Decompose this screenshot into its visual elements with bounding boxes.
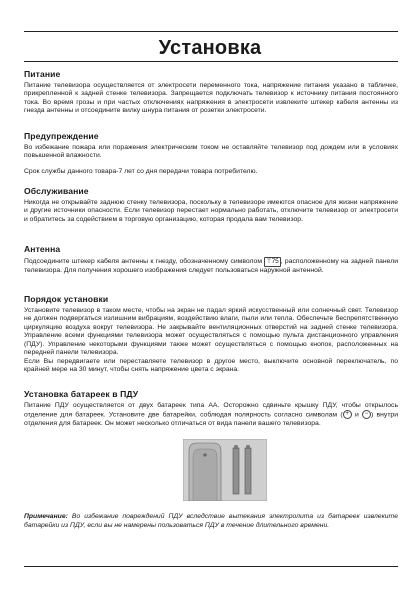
service-heading: Обслуживание (24, 186, 89, 196)
batteries-text (24, 402, 398, 429)
antenna-text-before: Подсоедините штекер кабеля антенны к гнезду, обозначенному символом (24, 258, 262, 265)
warnings-heading: Предупреждение (24, 131, 99, 141)
page-title: Установка (158, 37, 262, 59)
bottom-rule (24, 566, 398, 567)
note-text: Во избежание повреждений ПДУ вследствие вытекания электролита из батареек извлеките батарейки из ПДУ, если вы не намерены пользоваться ПДУ в течение длительного времени. (24, 513, 398, 529)
batteries-and: и (354, 411, 359, 419)
install-order-heading: Порядок установки (24, 294, 109, 304)
batteries-text-after: ) внутри отделения для батареек. Он может несколько отличаться от вида панели вашего телевизора. (24, 411, 399, 428)
battery-2-icon (245, 446, 251, 495)
remote-battery-illustration (183, 439, 267, 501)
warnings-text: Во избежание пожара или поражения электрическим током не оставляйте телевизор под дождем или в условиях повышенной влажности. (24, 144, 398, 160)
batteries-text-before: Питание ПДУ осуществляется от двух батареек типа AA. Осторожно сдвиньте крышку ПДУ, чтобы открылось отделение для батареек. Установите две батарейки, соблюдая полярность согласно символам ( (24, 402, 398, 419)
battery-note (24, 513, 398, 530)
antenna-symbol (264, 257, 280, 267)
minus-symbol-icon: − (362, 410, 371, 419)
antenna-text (24, 257, 398, 275)
battery-1-icon (233, 446, 239, 495)
antenna-heading: Антенна (24, 244, 61, 254)
power-heading: Питание (24, 69, 61, 79)
note-label: Примечание: (24, 513, 68, 520)
battery-compartment-icon (193, 449, 217, 501)
antenna-text-after: , расположенному на задней панели телевизора. Для получения хорошего изображения следует пользоваться наружной антенной. (24, 258, 399, 274)
install-order-text2: Если Вы передвигаете или переставляете телевизор в другое место, выключите основной переключатель, по крайней мере на 30 минут, чтобы снять напряжение цвета с экрана. (24, 358, 398, 374)
install-order-text: Установите телевизор в таком месте, чтобы на экран не падал яркий искусственный или солнечный свет. Телевизор не должен подвергаться излишним вибрациям, воздействию влаги, пыли или тепла. Обеспечьте беспрепятственную циркуляцию воздуха вокруг телевизора. Не закрывайте вентиляционных отверстий на задней стенке телевизора. Управление всеми функциями телевизора может осуществляться с помощью пульта дистанционного управления (ПДУ). Управление некоторыми функциями также может осуществляться с помощью кнопок, расположенных на передней панели телевизора. (24, 307, 398, 357)
remote-screw-icon (203, 453, 206, 456)
antenna-coax-icon: ⊤ (266, 259, 272, 265)
plus-symbol-icon: + (343, 410, 352, 419)
service-text: Никогда не открывайте заднюю стенку телевизора, поскольку в телевизоре имеются опасное для жизни напряжение и другие источники опасности. Если телевизор перестает нормально работать, отключите телевизор от электросети и обратитесь за содействием в торговую организацию, которая продала вам телевизор. (24, 199, 398, 223)
title-rule (24, 61, 398, 62)
batteries-heading: Установка батареек в ПДУ (24, 389, 139, 399)
lifetime-text: Срок службы данного товара-7 лет со дня передачи товара потребителю. (24, 168, 258, 175)
top-rule (24, 31, 398, 32)
antenna-symbol-text: 75 (271, 258, 279, 265)
power-text: Питание телевизора осуществляется от электросети переменного тока, напряжение питания указано в табличке, прикрепленной к задней стенке телевизора. Запрещается подключать телевизор к источнику питания постоянного тока. Во время грозы и при частых отключениях напряжения в электросети извлеките штекер кабеля антенны из гнезда антенны и отсоедините вилку шнура питания от розетки электросети. (24, 82, 398, 115)
